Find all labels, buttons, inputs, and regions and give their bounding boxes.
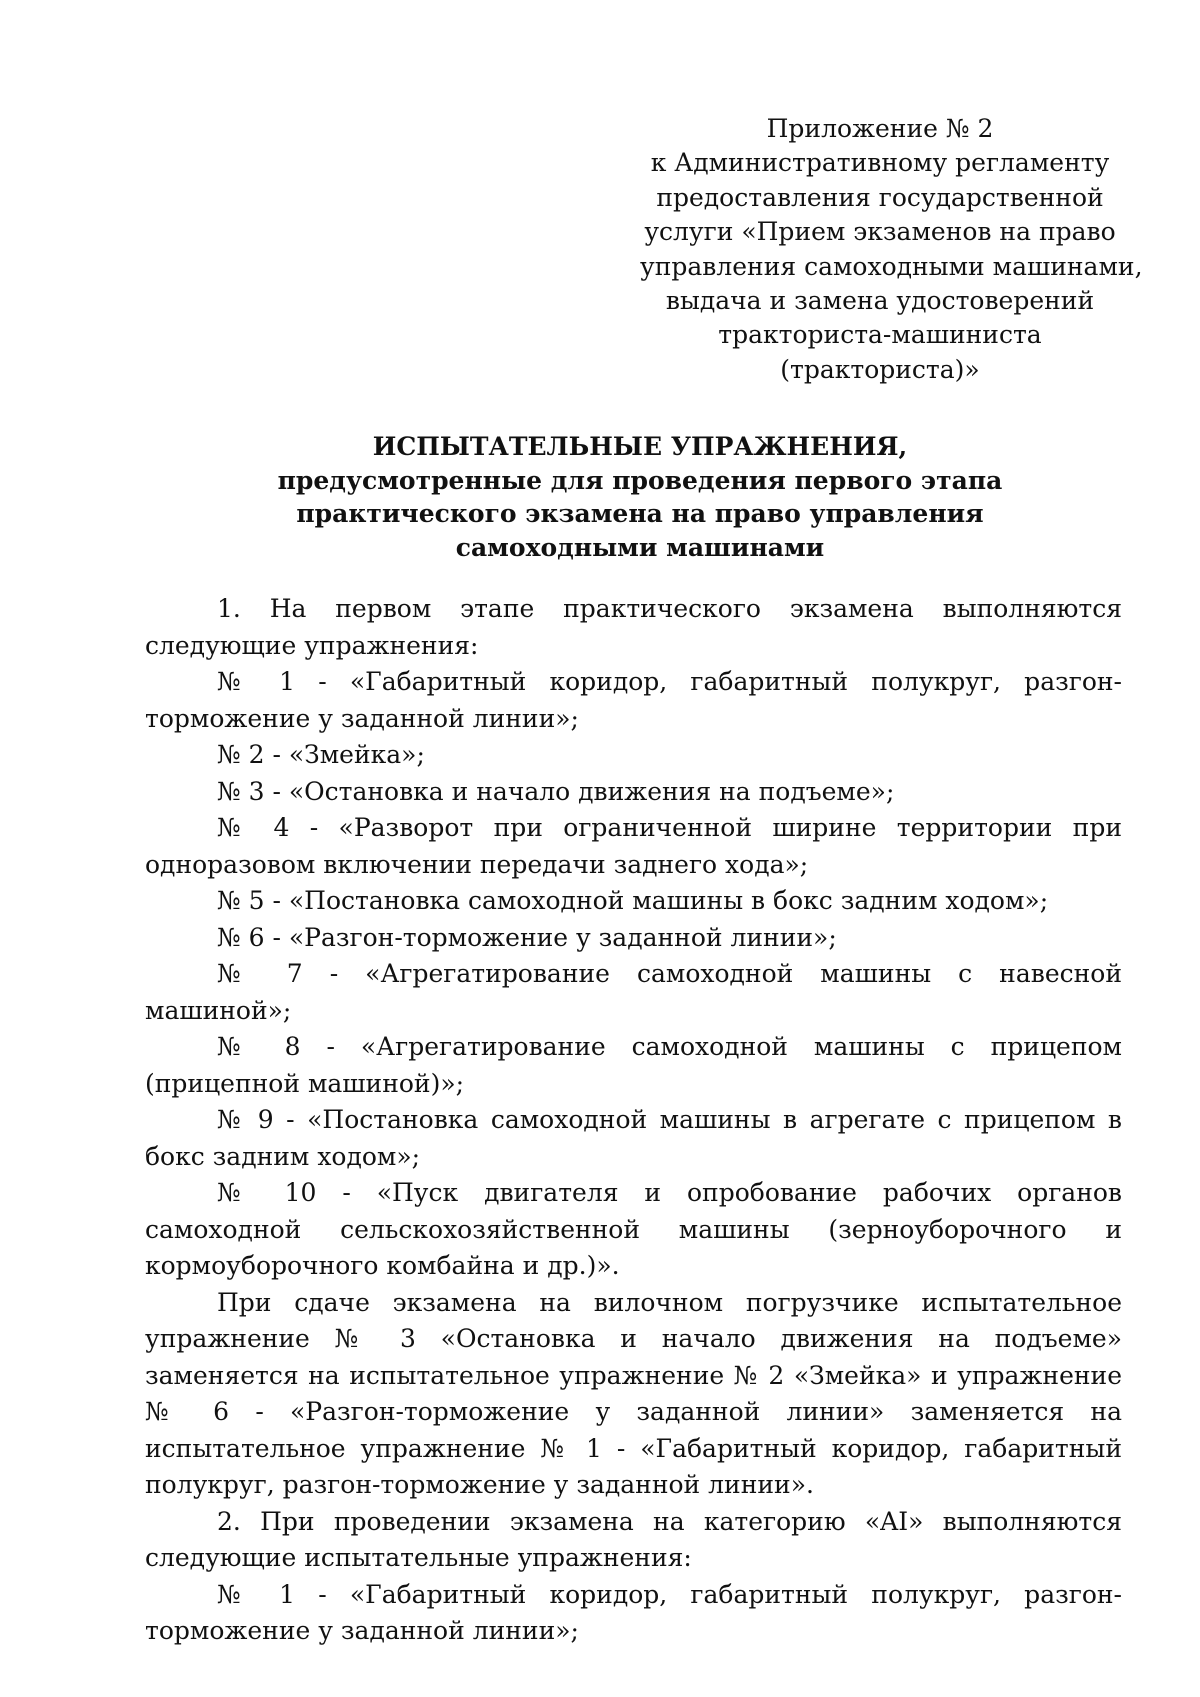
appendix-line: управления самоходными машинами, xyxy=(640,251,1143,281)
appendix-line: (тракториста)» xyxy=(780,354,980,384)
exercise-item: № 1 - «Габаритный коридор, габаритный полукруг, разгон-торможение у заданной линии»; xyxy=(145,1579,1122,1645)
document-body xyxy=(145,591,1122,1650)
title-subtitle-line: практического экзамена на право управления xyxy=(296,499,984,528)
exercise-item: № 8 - «Агрегатирование самоходной машины с прицепом (прицепной машиной)»; xyxy=(145,1032,1122,1098)
exercise-item: № 2 - «Змейка»; xyxy=(217,740,425,769)
exercise-item: № 6 - «Разгон-торможение у заданной линии»; xyxy=(217,922,837,952)
paragraph: При сдаче экзамена на вилочном погрузчике испытательное упражнение № 3 «Остановка и начало движения на подъеме» заменяется на испытательное упражнение № 2 «Змейка» и упражнение № 6 - «Разгон-торможение у заданной линии» заменяется на испытательное упражнение № 1 - «Габаритный коридор, габаритный полукруг, разгон-торможение у заданной линии». xyxy=(145,1287,1122,1499)
paragraph: 2. При проведении экзамена на категорию «AI» выполняются следующие испытательные упражнения: xyxy=(145,1506,1122,1572)
exercise-item: № 4 - «Разворот при ограниченной ширине территории при одноразовом включении передачи заднего хода»; xyxy=(145,813,1122,879)
exercise-item: № 9 - «Постановка самоходной машины в агрегате с прицепом в бокс задним ходом»; xyxy=(145,1105,1122,1171)
exercise-item: № 5 - «Постановка самоходной машины в бокс задним ходом»; xyxy=(217,886,1049,915)
exercise-item: № 3 - «Остановка и начало движения на подъеме»; xyxy=(217,776,895,806)
appendix-line: Приложение № 2 xyxy=(766,114,994,143)
appendix-line: к Административному регламенту xyxy=(650,148,1110,178)
exercise-item: № 10 - «Пуск двигателя и опробование рабочих органов самоходной сельскохозяйственной машины (зерноуборочного и кормоуборочного комбайна и др.)». xyxy=(145,1178,1122,1280)
title-subtitle-line: предусмотренные для проведения первого этапа xyxy=(277,465,1003,495)
appendix-line: выдача и замена удостоверений xyxy=(665,286,1095,316)
title-heading: ИСПЫТАТЕЛЬНЫЕ УПРАЖНЕНИЯ, xyxy=(372,432,908,461)
document-title xyxy=(140,430,1140,564)
appendix-line: услуги «Прием экзаменов на право xyxy=(644,217,1116,247)
exercise-item: № 7 - «Агрегатирование самоходной машины с навесной машиной»; xyxy=(145,959,1122,1025)
appendix-note xyxy=(640,112,1143,387)
exercise-item: № 1 - «Габаритный коридор, габаритный полукруг, разгон-торможение у заданной линии»; xyxy=(145,667,1122,733)
appendix-line: тракториста-машиниста xyxy=(718,320,1042,350)
title-subtitle-line: самоходными машинами xyxy=(455,532,825,562)
paragraph: 1. На первом этапе практического экзамена выполняются следующие упражнения: xyxy=(145,594,1122,660)
appendix-line: предоставления государственной xyxy=(656,182,1104,212)
